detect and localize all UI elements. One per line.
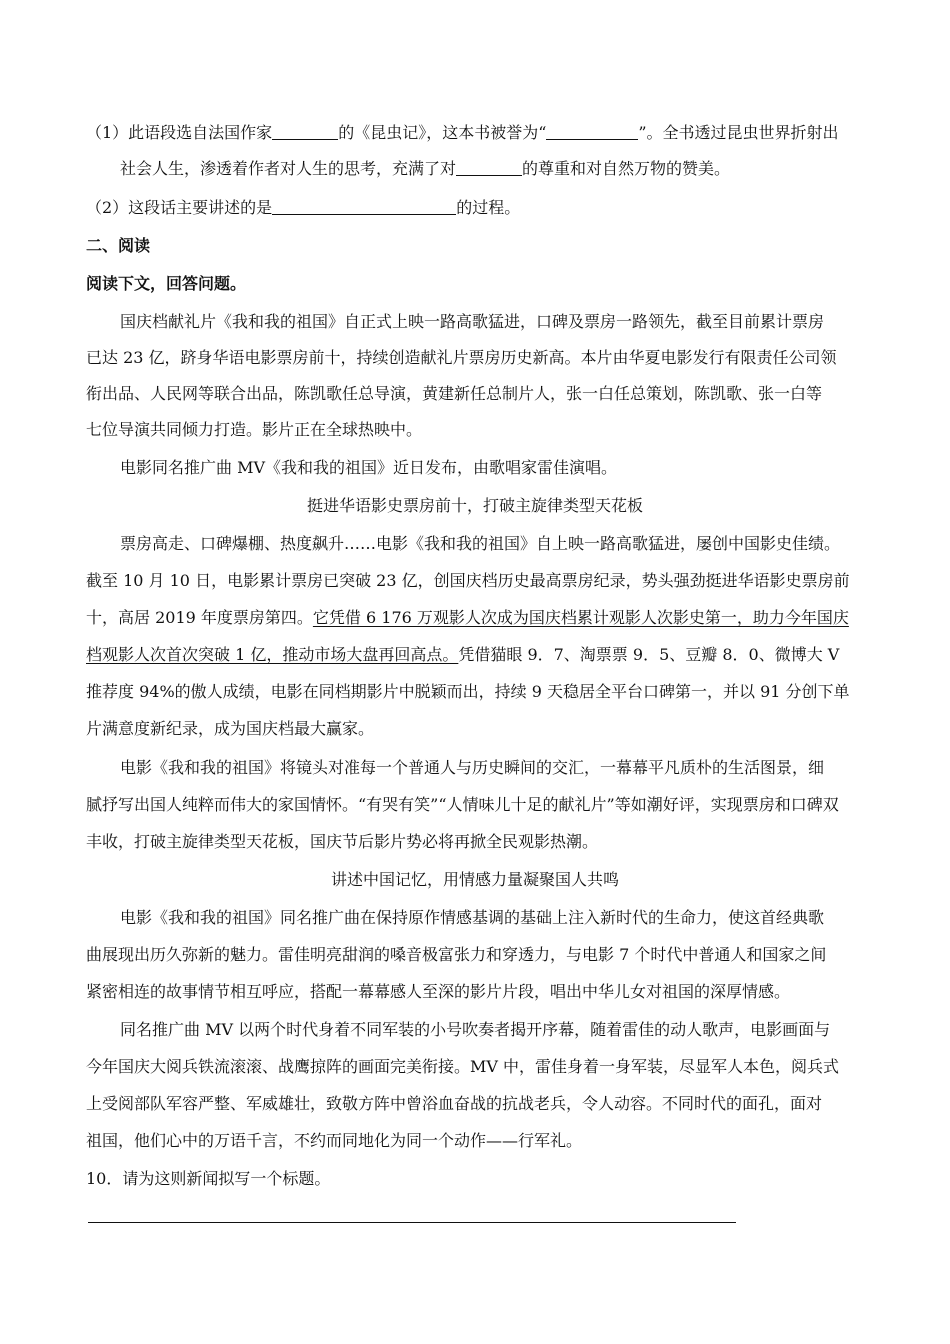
para3-line5: 推荐度 94%的傲人成绩，电影在同档期影片中脱颖而出，持续 9 天稳居全平台口碑第一，并以 91 分创下单 xyxy=(86,682,850,701)
para3-line2: 截至 10 月 10 日，电影累计票房已突破 23 亿，创国庆档历史最高票房纪录，势头强劲挺进华语影史票房前 xyxy=(86,571,850,590)
section-title: 二、阅读 xyxy=(86,236,151,255)
para6-line4: 祖国，他们心中的万语千言，不约而同地化为同一个动作——行军礼。 xyxy=(86,1131,583,1150)
answer-blank-respect[interactable] xyxy=(456,159,522,176)
q2-text-a: （2）这段话主要讲述的是 xyxy=(86,198,273,217)
question-10: 10．请为这则新闻拟写一个标题。 xyxy=(86,1169,331,1188)
para2: 电影同名推广曲 MV《我和我的祖国》近日发布，由歌唱家雷佳演唱。 xyxy=(120,458,618,477)
heading1: 挺进华语影史票房前十，打破主旋律类型天花板 xyxy=(306,496,643,515)
q1-line1 xyxy=(86,122,839,144)
q1-text-c: ”。全书透过昆虫世界折射出 xyxy=(638,123,839,142)
para3-text-b: 凭借猫眼 9．7、淘票票 9．5、豆瓣 8．0、微博大 V xyxy=(458,645,840,664)
para6-line3: 上受阅部队军容严整、军威雄壮，致敬方阵中曾浴血奋战的抗战老兵，令人动容。不同时代的面孔，面对 xyxy=(86,1094,823,1113)
heading2: 讲述中国记忆，用情感力量凝聚国人共鸣 xyxy=(330,870,619,889)
answer-blank-title[interactable] xyxy=(546,123,638,140)
q2-text-b: 的过程。 xyxy=(456,198,521,217)
para3-line6: 片满意度新纪录，成为国庆档最大赢家。 xyxy=(86,719,375,738)
q1-line2 xyxy=(120,158,730,180)
q1-text-e: 的尊重和对自然万物的赞美。 xyxy=(522,159,731,178)
para6-line1: 同名推广曲 MV 以两个时代身着不同军装的小号吹奏者揭开序幕，随着雷佳的动人歌声，电影画面与 xyxy=(120,1020,831,1039)
para1-line1: 国庆档献礼片《我和我的祖国》自正式上映一路高歌猛进，口碑及票房一路领先，截至目前累计票房 xyxy=(120,312,825,331)
q1-text-b: 的《昆虫记》，这本书被誉为“ xyxy=(338,123,547,142)
para3-line3 xyxy=(86,607,849,629)
para3-line4 xyxy=(86,644,839,666)
para4-line1: 电影《我和我的祖国》将镜头对准每一个普通人与历史瞬间的交汇，一幕幕平凡质朴的生活图景，细 xyxy=(120,758,825,777)
para1-line4: 七位导演共同倾力打造。影片正在全球热映中。 xyxy=(86,420,423,439)
para5-line3: 紧密相连的故事情节相互呼应，搭配一幕幕感人至深的影片片段，唱出中华儿女对祖国的深厚情感。 xyxy=(86,982,791,1001)
para6-line2: 今年国庆大阅兵铁流滚滚、战鹰掠阵的画面完美衔接。MV 中，雷佳身着一身军装，尽显军人本色，阅兵式 xyxy=(86,1057,840,1076)
para3-text: 十，高居 2019 年度票房第四。 xyxy=(86,608,313,627)
q2-line xyxy=(86,197,520,219)
answer-line[interactable] xyxy=(88,1222,736,1223)
para5-line2: 曲展现出历久弥新的魅力。雷佳明亮甜润的嗓音极富张力和穿透力，与电影 7 个时代中普通人和国家之间 xyxy=(86,945,827,964)
para5-line1: 电影《我和我的祖国》同名推广曲在保持原作情感基调的基础上注入新时代的生命力，使这首经典歌 xyxy=(120,908,825,927)
reading-instruction: 阅读下文，回答问题。 xyxy=(86,274,247,293)
q1-text-a: （1）此语段选自法国作家 xyxy=(86,123,273,142)
para1-line2: 已达 23 亿，跻身华语电影票房前十，持续创造献礼片票房历史新高。本片由华夏电影发行有限责任公司领 xyxy=(86,348,837,367)
answer-blank-process[interactable] xyxy=(272,198,456,215)
underlined-sentence-a: 它凭借 6 176 万观影人次成为国庆档累计观影人次影史第一，助力今年国庆 xyxy=(312,608,849,627)
answer-blank-author[interactable] xyxy=(272,123,338,140)
para4-line3: 丰收，打破主旋律类型天花板，国庆节后影片势必将再掀全民观影热潮。 xyxy=(86,832,599,851)
para3-line1: 票房高走、口碑爆棚、热度飙升……电影《我和我的祖国》自上映一路高歌猛进，屡创中国影史佳绩。 xyxy=(120,534,841,553)
para4-line2: 腻抒写出国人纯粹而伟大的家国情怀。“有哭有笑”“人情味儿十足的献礼片”等如潮好评，实现票房和口碑双 xyxy=(86,795,839,814)
para1-line3: 衔出品、人民网等联合出品，陈凯歌任总导演，黄建新任总制片人，张一白任总策划，陈凯歌、张一白等 xyxy=(86,384,823,403)
underlined-sentence-b: 档观影人次首次突破 1 亿，推动市场大盘再回高点。 xyxy=(86,645,459,664)
q1-text-d: 社会人生，渗透着作者对人生的思考，充满了对 xyxy=(120,159,457,178)
